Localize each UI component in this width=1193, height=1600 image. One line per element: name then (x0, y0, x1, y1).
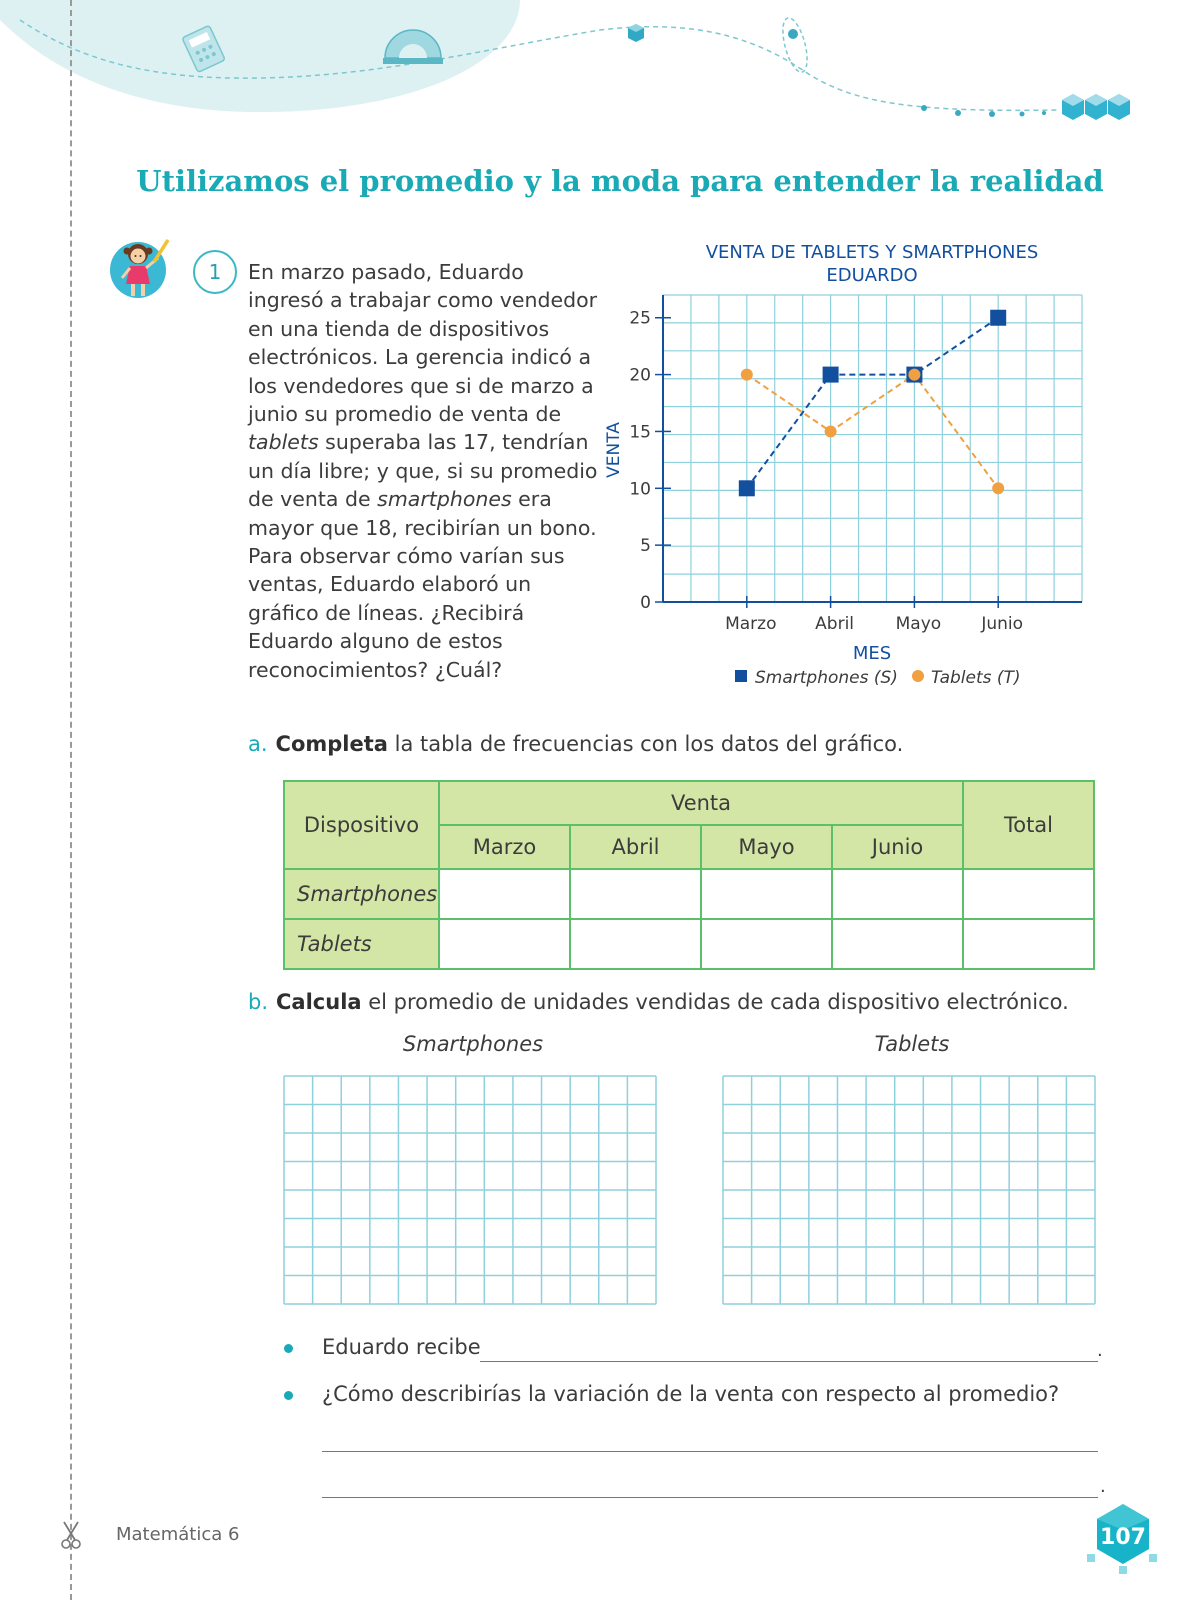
row-label-smartphones: Smartphones (284, 869, 439, 919)
tablets-point (741, 369, 753, 381)
problem-text-3: era mayor que 18, recibirían un bono. Para observar cómo varían sus ventas, Eduardo elaboró un gráfico de líneas. ¿Recibirá Eduardo alguno de estos reconocimientos? ¿Cuál? (248, 487, 597, 682)
x-tick-label: Junio (981, 614, 1024, 634)
page-title: Utilizamos el promedio y la moda para entender la realidad (136, 164, 1104, 198)
y-axis-label: VENTA (604, 422, 624, 478)
activity-number-badge: 1 (193, 250, 237, 294)
table-header-total: Total (963, 781, 1094, 869)
bullet-dot (284, 1344, 293, 1353)
bullet2-text: ¿Cómo describirías la variación de la venta con respecto al promedio? (322, 1382, 1060, 1406)
scissors-icon (60, 1520, 82, 1550)
legend-tablets-label: Tablets (T) (931, 668, 1021, 688)
chart-title-line2: EDUARDO (826, 265, 918, 286)
table-row (284, 869, 1094, 919)
chart-title-line1: VENTA DE TABLETS Y SMARTPHONES (705, 242, 1039, 263)
table-cell-input[interactable] (570, 919, 701, 969)
question-a-text: la tabla de frecuencias con los datos del gráfico. (387, 732, 904, 756)
question-a (248, 732, 903, 756)
table-cell-input[interactable] (963, 869, 1094, 919)
x-axis-label: MES (852, 643, 892, 664)
x-tick-label: Marzo (725, 614, 777, 634)
table-header-month: Junio (832, 825, 963, 869)
footer-book-title: Matemática 6 (116, 1524, 240, 1545)
row-label-tablets: Tablets (284, 919, 439, 969)
answer-period: . (1100, 1476, 1106, 1497)
bullet-eduardo-recibe (322, 1335, 1102, 1359)
y-tick-label: 20 (629, 365, 651, 386)
header-blob (0, 0, 520, 112)
table-header-month: Mayo (701, 825, 832, 869)
question-a-letter: a. (248, 732, 268, 756)
bullet1-text: Eduardo recibe (322, 1335, 481, 1359)
table-header-sales: Venta (439, 781, 963, 825)
y-tick-label: 0 (640, 593, 651, 613)
series-line-tablets (747, 375, 998, 489)
y-tick-label: 25 (629, 308, 651, 329)
grid-caption-smartphones: Smartphones (402, 1032, 544, 1056)
problem-text-2: superaba las 17, tendrían un día libre; y que, si su promedio de venta de (248, 430, 598, 512)
chart-y-ticks (629, 309, 671, 613)
chart-grid (663, 295, 1082, 602)
cut-line (70, 0, 72, 1600)
table-header-month: Marzo (439, 825, 570, 869)
answer-line[interactable] (480, 1361, 1098, 1362)
question-b (248, 990, 1069, 1014)
x-tick-label: Abril (815, 614, 855, 634)
answer-line[interactable] (322, 1497, 1098, 1498)
table-cell-input[interactable] (570, 869, 701, 919)
table-cell-input[interactable] (963, 919, 1094, 969)
frequency-table (283, 780, 1095, 970)
smartphones-point (739, 480, 755, 496)
student-avatar-icon (110, 236, 176, 302)
table-cell-input[interactable] (701, 869, 832, 919)
calculation-grid-tablets[interactable] (722, 1075, 1104, 1311)
smartphones-point (823, 367, 839, 383)
table-cell-input[interactable] (832, 919, 963, 969)
chart-legend (735, 668, 1021, 688)
answer-period: . (1097, 1340, 1103, 1361)
legend-smartphones-label: Smartphones (S) (755, 668, 898, 688)
page-number: 107 (1100, 1525, 1146, 1550)
y-tick-label: 5 (640, 536, 651, 557)
page-number-badge (1085, 1500, 1161, 1576)
legend-smartphones-marker (735, 670, 747, 682)
answer-line[interactable] (322, 1451, 1098, 1452)
problem-text-tablets: tablets (248, 430, 319, 455)
x-tick-label: Mayo (895, 614, 942, 634)
question-b-letter: b. (248, 990, 269, 1014)
cubes-icon (1062, 94, 1130, 120)
smartphones-point (990, 310, 1006, 326)
bullet-dot (284, 1391, 293, 1400)
header-decoration (0, 0, 1193, 135)
orbit-icon (778, 15, 812, 74)
problem-text-1: En marzo pasado, Eduardo ingresó a trabajar como vendedor en una tienda de dispositivos electrónicos. La gerencia indicó a los vendedores que si de marzo a junio su promedio de venta de (248, 260, 598, 427)
table-cell-input[interactable] (439, 869, 570, 919)
tablets-point (992, 482, 1004, 494)
sales-line-chart (600, 240, 1100, 700)
question-a-verb: Completa (275, 732, 388, 756)
y-tick-label: 10 (629, 479, 651, 500)
chart-axes (663, 295, 1082, 602)
table-row (284, 919, 1094, 969)
table-cell-input[interactable] (701, 919, 832, 969)
bullet-variation-question (322, 1382, 1102, 1406)
y-tick-label: 15 (629, 422, 651, 443)
calculation-grid-smartphones[interactable] (283, 1075, 665, 1311)
problem-text-smartphones: smartphones (377, 487, 512, 512)
table-header-device: Dispositivo (284, 781, 439, 869)
table-cell-input[interactable] (439, 919, 570, 969)
question-b-verb: Calcula (276, 990, 362, 1014)
table-cell-input[interactable] (832, 869, 963, 919)
problem-statement (248, 258, 598, 684)
tablets-point (825, 425, 837, 437)
grid-caption-tablets: Tablets (874, 1032, 950, 1056)
legend-tablets-marker (912, 670, 924, 682)
question-b-text: el promedio de unidades vendidas de cada dispositivo electrónico. (361, 990, 1069, 1014)
table-header-month: Abril (570, 825, 701, 869)
tablets-point (908, 369, 920, 381)
